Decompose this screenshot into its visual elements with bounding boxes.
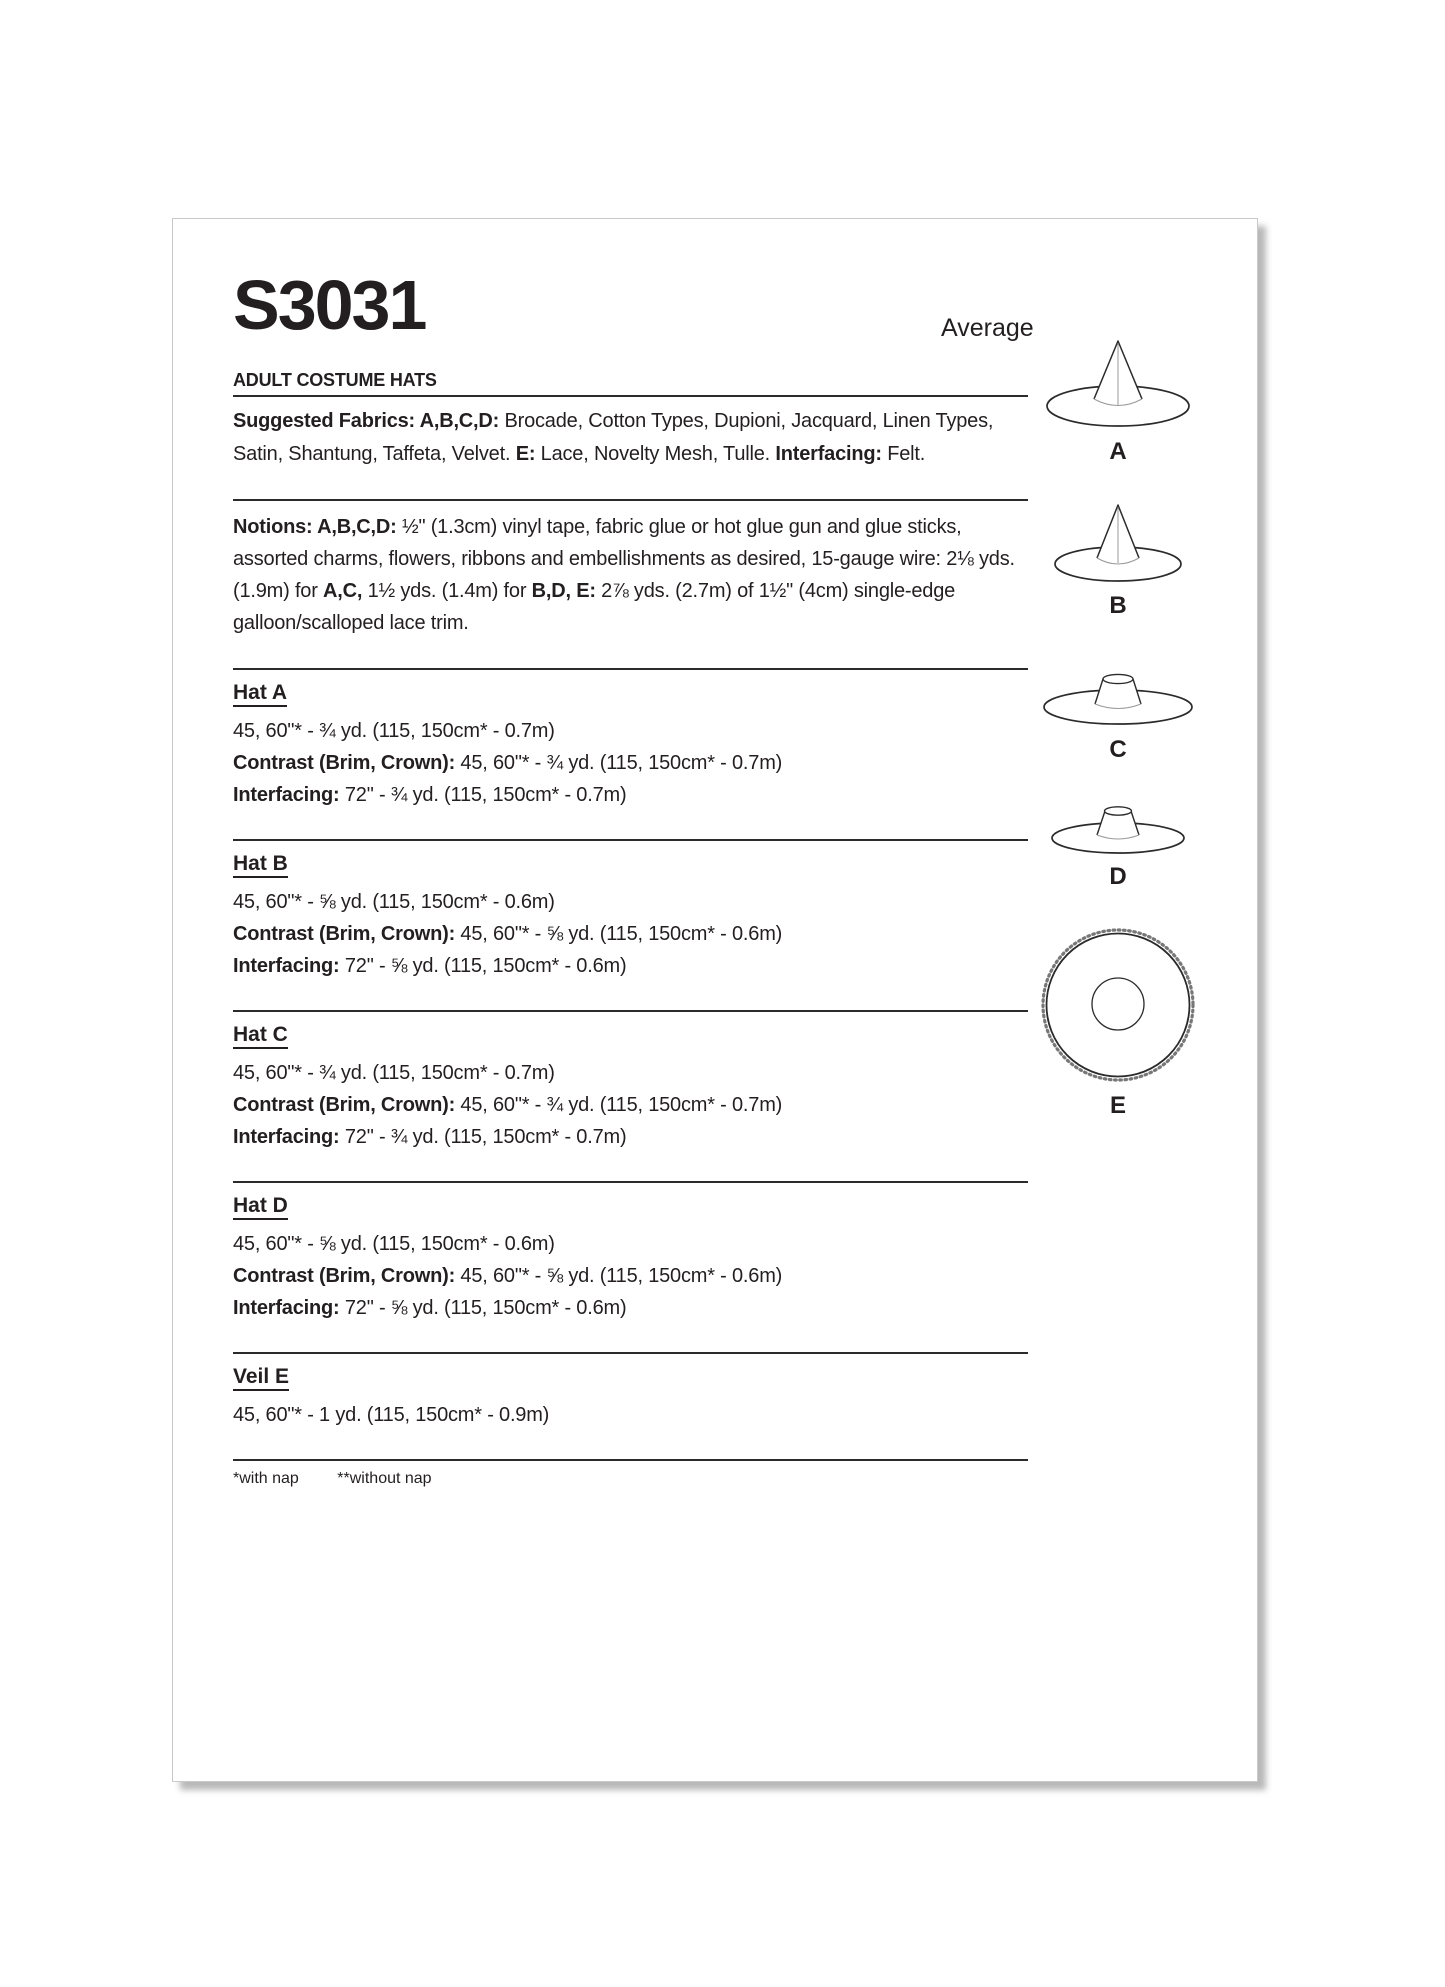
bold-text-segment: Interfacing: <box>233 784 345 806</box>
suggested-fabrics-paragraph <box>233 397 1028 471</box>
yardage-text-column <box>233 219 1028 1488</box>
hat-d-figure <box>1023 804 1213 890</box>
without-nap-note: **without nap <box>337 1470 432 1487</box>
text-segment: 45, 60"* - ¾ yd. (115, 150cm* - 0.7m) <box>233 1062 555 1084</box>
text-segment: 45, 60"* - ¾ yd. (115, 150cm* - 0.7m) <box>233 720 555 742</box>
text-segment: 2⅞ yds. (2.7m) of 1½" (4cm) single-edge galloon/scalloped lace trim. <box>233 580 956 634</box>
hat-c-figure <box>1023 671 1213 763</box>
bold-text-segment: Contrast (Brim, Crown): <box>233 1094 461 1116</box>
yardage-line <box>233 1121 1028 1153</box>
hat-label: E <box>1109 1092 1126 1119</box>
flat-brim-hat-icon <box>1041 671 1196 727</box>
yardage-line <box>233 1292 1028 1324</box>
category-title: ADULT COSTUME HATS <box>233 370 437 390</box>
flat-brim-hat-icon <box>1049 804 1187 856</box>
section-title: Hat D <box>233 1194 288 1220</box>
section-lines <box>233 1399 1028 1431</box>
hat-label: B <box>1109 592 1127 619</box>
yardage-section <box>233 839 1028 1010</box>
text-segment: 72" - ¾ yd. (115, 150cm* - 0.7m) <box>344 1126 627 1148</box>
yardage-line <box>233 950 1028 982</box>
nap-footnote <box>233 1459 1028 1488</box>
witch-hat-icon <box>1051 501 1185 585</box>
text-segment: 45, 60"* - ¾ yd. (115, 150cm* - 0.7m) <box>460 1094 783 1116</box>
bold-text-segment: Interfacing: <box>233 955 345 977</box>
hat-label: C <box>1109 736 1127 763</box>
bold-text-segment: Suggested Fabrics: A,B,C,D: <box>233 410 505 432</box>
bold-text-segment: E: <box>515 443 541 465</box>
yardage-section <box>233 668 1028 839</box>
text-segment: ½" (1.3cm) vinyl tape, fabric glue or hot glue gun and glue sticks, assorted charms, flowers, ribbons and embellishments as desired, 15-gauge wire: 2⅛ yds. (1.9m) for <box>233 516 1015 602</box>
bold-text-segment: Contrast (Brim, Crown): <box>233 1265 461 1287</box>
yardage-line <box>233 918 1028 950</box>
yardage-line <box>233 779 1028 811</box>
bold-text-segment: Contrast (Brim, Crown): <box>233 752 461 774</box>
yardage-section <box>233 1181 1028 1352</box>
text-segment: 1½ yds. (1.4m) for <box>367 580 532 602</box>
text-segment: 45, 60"* - 1 yd. (115, 150cm* - 0.9m) <box>233 1404 550 1426</box>
bold-text-segment: Notions: A,B,C,D: <box>233 516 402 538</box>
section-title: Hat C <box>233 1023 288 1049</box>
yardage-sections <box>233 668 1028 1459</box>
section-title: Hat B <box>233 852 288 878</box>
bold-text-segment: A,C, <box>323 580 368 602</box>
yardage-line <box>233 1057 1028 1089</box>
text-segment: 45, 60"* - ¾ yd. (115, 150cm* - 0.7m) <box>460 752 783 774</box>
hat-label: D <box>1109 863 1127 890</box>
section-lines <box>233 1228 1028 1324</box>
pattern-envelope-back <box>172 218 1258 1782</box>
text-segment: 45, 60"* - ⅝ yd. (115, 150cm* - 0.6m) <box>233 891 555 913</box>
text-segment: 45, 60"* - ⅝ yd. (115, 150cm* - 0.6m) <box>460 923 783 945</box>
text-segment: 72" - ¾ yd. (115, 150cm* - 0.7m) <box>344 784 627 806</box>
yardage-section <box>233 1010 1028 1181</box>
text-segment: 45, 60"* - ⅝ yd. (115, 150cm* - 0.6m) <box>233 1233 555 1255</box>
bold-text-segment: B,D, E: <box>531 580 602 602</box>
hat-b-figure <box>1023 501 1213 619</box>
round-veil-icon <box>1038 925 1198 1085</box>
text-segment: Felt. <box>887 443 926 465</box>
bold-text-segment: Contrast (Brim, Crown): <box>233 923 461 945</box>
yardage-line <box>233 1228 1028 1260</box>
bold-text-segment: Interfacing: <box>233 1297 345 1319</box>
text-segment: 72" - ⅝ yd. (115, 150cm* - 0.6m) <box>344 1297 627 1319</box>
section-title: Veil E <box>233 1365 289 1391</box>
text-segment: Lace, Novelty Mesh, Tulle. <box>540 443 776 465</box>
bold-text-segment: Interfacing: <box>775 443 888 465</box>
yardage-line <box>233 1399 1028 1431</box>
yardage-line <box>233 1089 1028 1121</box>
yardage-line <box>233 886 1028 918</box>
yardage-section <box>233 1352 1028 1459</box>
pattern-number: S3031 <box>233 266 426 344</box>
with-nap-note: *with nap <box>233 1470 299 1487</box>
section-title: Hat A <box>233 681 287 707</box>
yardage-line <box>233 1260 1028 1292</box>
section-lines <box>233 1057 1028 1153</box>
section-lines <box>233 715 1028 811</box>
text-segment: Brocade, Cotton Types, Dupioni, Jacquard, Linen Types, Satin, Shantung, Taffeta, Velvet. <box>233 410 994 465</box>
yardage-line <box>233 715 1028 747</box>
notions-paragraph <box>233 501 1028 668</box>
text-segment: 72" - ⅝ yd. (115, 150cm* - 0.6m) <box>344 955 627 977</box>
bold-text-segment: Interfacing: <box>233 1126 345 1148</box>
hat-a-figure <box>1023 337 1213 465</box>
text-segment: 45, 60"* - ⅝ yd. (115, 150cm* - 0.6m) <box>460 1265 783 1287</box>
section-lines <box>233 886 1028 982</box>
difficulty-rating: Average <box>941 314 1034 342</box>
yardage-line <box>233 747 1028 779</box>
witch-hat-icon <box>1043 337 1193 429</box>
hat-label: A <box>1109 438 1127 465</box>
veil-e-figure <box>1023 925 1213 1119</box>
